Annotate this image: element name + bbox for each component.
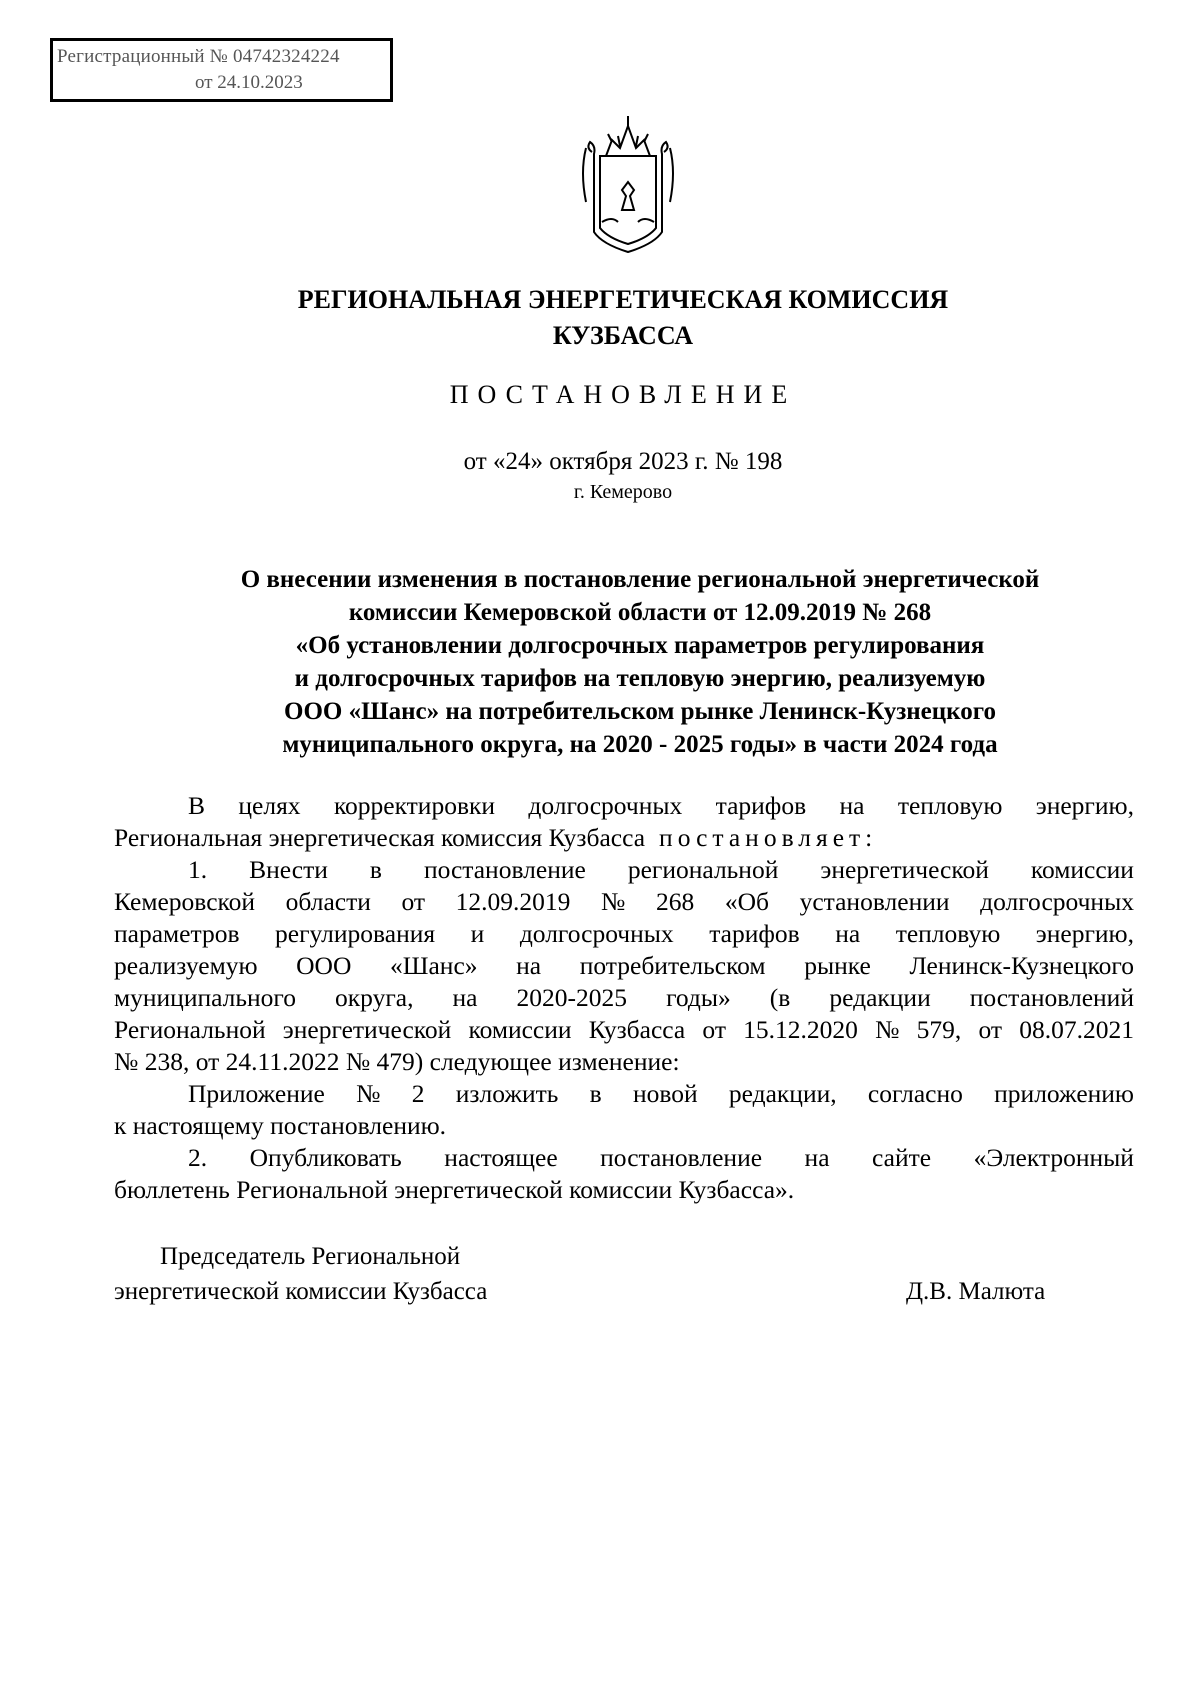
title-line: «Об установлении долгосрочных параметров регулирования bbox=[295, 632, 985, 659]
body-line: № 238, от 24.11.2022 № 479) следующее изменение: bbox=[114, 1047, 680, 1076]
body-line: Приложение № 2 изложить в новой редакции, согласно приложению bbox=[188, 1079, 1134, 1108]
document-type: ПОСТАНОВЛЕНИЕ bbox=[449, 380, 797, 409]
document-city: г. Кемерово bbox=[573, 481, 673, 503]
signature-position-line-2: энергетической комиссии Кузбасса bbox=[114, 1278, 488, 1305]
body-line: 2. Опубликовать настоящее постановление на сайте «Электронный bbox=[188, 1143, 1134, 1172]
body-line: Кемеровской области от 12.09.2019 № 268 «Об установлении долгосрочных bbox=[114, 887, 1134, 916]
body-line: Региональная энергетическая комиссия Кузбасса постановляет: bbox=[114, 823, 878, 852]
title-line: ООО «Шанс» на потребительском рынке Ленинск-Кузнецкого bbox=[284, 698, 996, 725]
signature-position-line-1: Председатель Региональной bbox=[160, 1243, 461, 1270]
registration-date: от 24.10.2023 bbox=[195, 72, 303, 93]
title-line: и долгосрочных тарифов на тепловую энергию, реализуемую bbox=[294, 665, 986, 692]
org-line-1: РЕГИОНАЛЬНАЯ ЭНЕРГЕТИЧЕСКАЯ КОМИССИЯ bbox=[297, 285, 949, 314]
body-line: муниципального округа, на 2020-2025 годы» (в редакции постановлений bbox=[114, 983, 1134, 1012]
organization-name bbox=[0, 282, 1200, 354]
kuzbass-coat-of-arms-icon bbox=[572, 112, 684, 256]
registration-stamp bbox=[50, 38, 393, 102]
document-body bbox=[114, 790, 1134, 1206]
body-line: В целях корректировки долгосрочных тарифов на тепловую энергию, bbox=[188, 791, 1134, 820]
body-line: 1. Внести в постановление региональной энергетической комиссии bbox=[188, 855, 1134, 884]
registration-number: Регистрационный № 04742324224 bbox=[57, 46, 340, 67]
title-line: О внесении изменения в постановление региональной энергетической bbox=[240, 566, 1040, 593]
title-line: комиссии Кемеровской области от 12.09.2019 № 268 bbox=[348, 599, 932, 626]
title-line: муниципального округа, на 2020 - 2025 годы» в части 2024 года bbox=[282, 731, 998, 758]
body-line: параметров регулирования и долгосрочных тарифов на тепловую энергию, bbox=[114, 919, 1134, 948]
body-line: к настоящему постановлению. bbox=[114, 1111, 447, 1140]
body-line: бюллетень Региональной энергетической комиссии Кузбасса». bbox=[114, 1175, 795, 1204]
document-date-number: от «24» октября 2023 г. № 198 bbox=[463, 448, 783, 475]
document-title bbox=[160, 563, 1120, 761]
body-line: Региональной энергетической комиссии Кузбасса от 15.12.2020 № 579, от 08.07.2021 bbox=[114, 1015, 1134, 1044]
signature-name: Д.В. Малюта bbox=[906, 1278, 1046, 1305]
body-line: реализуемую ООО «Шанс» на потребительском рынке Ленинск-Кузнецкого bbox=[114, 951, 1134, 980]
org-line-2: КУЗБАССА bbox=[552, 321, 694, 350]
